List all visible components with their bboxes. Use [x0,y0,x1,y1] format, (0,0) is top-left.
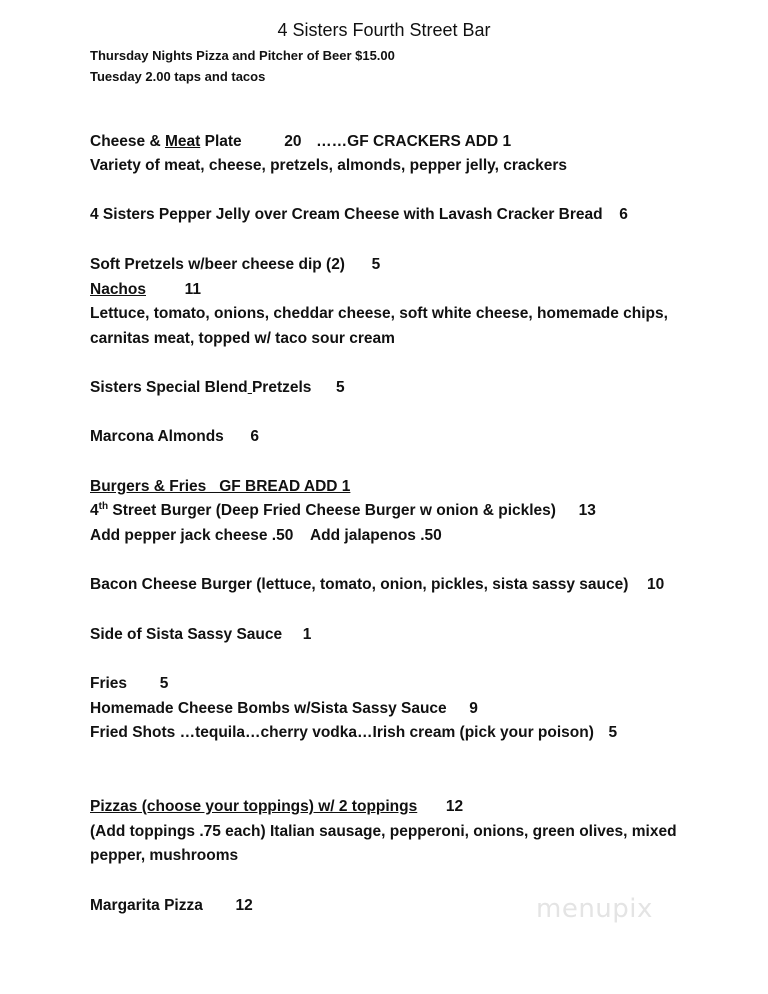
item-name: Nachos [90,281,146,298]
item-name: Bacon Cheese Burger (lettuce, tomato, onion, pickles, sista sassy sauce) [90,576,629,593]
item-pizzas [90,798,463,816]
promo-tuesday: Tuesday 2.00 taps and tacos [90,69,266,84]
item-price: 5 [159,675,169,692]
item-price: 10 [647,576,665,593]
item-price: 13 [578,502,596,519]
item-pepper-jelly [90,206,628,224]
item-name: Pretzels [251,379,312,396]
item-bacon-cheese-burger [90,576,664,594]
item-fourth-street-burger [90,502,596,520]
item-margarita-pizza [90,897,253,915]
item-name: Pizzas (choose your toppings) w/ 2 toppings [90,798,418,815]
item-name: Margarita Pizza [90,897,203,914]
promo-thursday: Thursday Nights Pizza and Pitcher of Beer $15.00 [90,48,395,63]
item-name: Street Burger (Deep Fried Cheese Burger w onion & pickles) [108,502,556,519]
item-price: 5 [371,256,381,273]
item-name: Homemade Cheese Bombs w/Sista Sassy Sauce [90,700,447,717]
menupix-watermark: menupix [536,894,653,924]
item-description: carnitas meat, topped w/ taco sour cream [90,330,395,347]
item-cheese-meat-plate [90,133,511,151]
item-fries [90,675,168,693]
item-description: pepper, mushrooms [90,847,239,864]
item-name: Marcona Almonds [90,428,224,445]
item-price: 12 [235,897,253,914]
item-fried-shots [90,724,617,742]
item-name: Fried Shots …tequila…cherry vodka…Irish cream (pick your poison) [90,724,594,741]
item-name: Meat [164,133,201,150]
item-name-superscript: th [98,500,109,512]
item-price: 20 [284,133,302,150]
menu-title: 4 Sisters Fourth Street Bar [277,20,491,40]
item-cheese-bombs [90,700,478,718]
item-price: 6 [619,206,628,223]
item-name: Sisters Special Blend [90,379,248,396]
item-description: (Add toppings .75 each) Italian sausage, pepperoni, onions, green olives, mixed [90,823,677,840]
item-name: Side of Sista Sassy Sauce [90,626,283,643]
item-price: 5 [336,379,345,396]
item-name: Plate [204,133,242,150]
item-soft-pretzels [90,256,380,274]
item-name: 4 [90,502,99,519]
item-price: 5 [608,724,618,741]
item-description: Variety of meat, cheese, pretzels, almonds, pepper jelly, crackers [90,157,567,174]
item-name: Soft Pretzels w/beer cheese dip (2) [90,256,345,273]
item-name: Cheese & [90,133,161,150]
item-price: 9 [469,700,478,717]
item-addons: Add pepper jack cheese .50 Add jalapenos .50 [90,527,442,544]
item-sassy-sauce [90,626,311,644]
item-almonds [90,428,259,446]
item-note: ……GF CRACKERS ADD 1 [316,133,512,150]
item-price: 1 [302,626,312,643]
item-description: Lettuce, tomato, onions, cheddar cheese, soft white cheese, homemade chips, [90,305,668,322]
section-header-burgers: Burgers & Fries GF BREAD ADD 1 [90,478,351,495]
item-price: 12 [445,798,464,815]
item-price: 11 [184,281,202,298]
item-name: 4 Sisters Pepper Jelly over Cream Cheese with Lavash Cracker Bread [90,206,603,223]
item-name: Fries [90,675,128,692]
item-price: 6 [250,428,260,445]
item-special-pretzels [90,379,345,397]
item-nachos [90,281,201,299]
